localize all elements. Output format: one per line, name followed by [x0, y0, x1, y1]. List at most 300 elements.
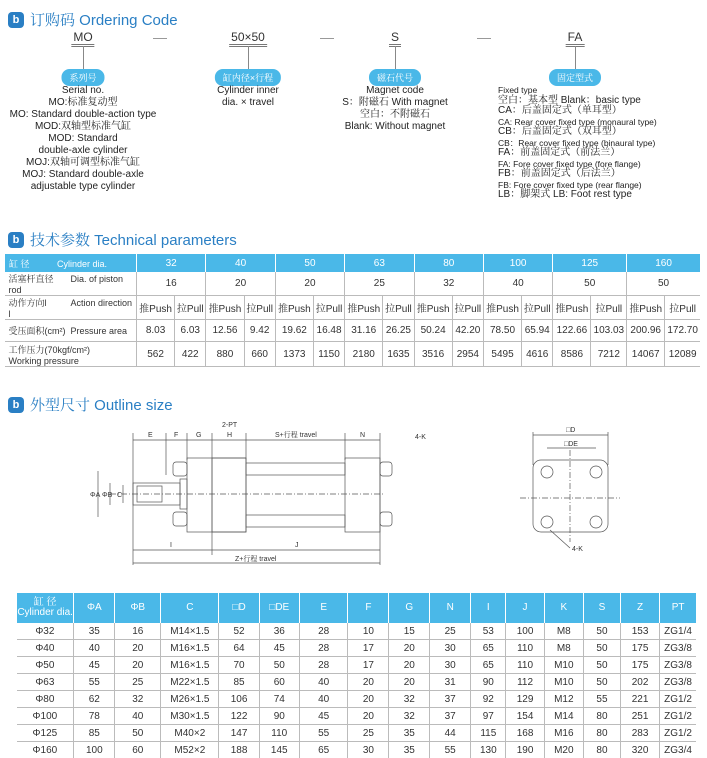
pressure-cell: 4616	[522, 342, 553, 367]
row-label: 活塞杆直径 Dia. of piston rod	[5, 272, 137, 296]
pressure-cell: 562	[137, 342, 175, 367]
fixed-type-description	[498, 85, 657, 201]
rod-dia-cell: 20	[275, 272, 344, 296]
table-cell: 130	[471, 742, 506, 758]
table-cell: 20	[389, 674, 430, 691]
table-cell: ZG3/8	[660, 657, 696, 674]
table-cell: 100	[506, 623, 544, 640]
table-cell: 64	[219, 640, 259, 657]
column-header: E	[299, 593, 348, 623]
table-cell: 20	[348, 691, 389, 708]
rod-dia-cell: 20	[206, 272, 275, 296]
table-cell: 60	[259, 674, 299, 691]
table-cell: ZG1/4	[660, 623, 696, 640]
table-cell: 147	[219, 725, 259, 742]
table-cell: 35	[389, 742, 430, 758]
badge-bore-travel: 缸内径×行程	[215, 69, 281, 86]
section-bullet-icon: b	[8, 232, 24, 248]
badge-magnet: 磁石代号	[369, 69, 421, 86]
table-cell: 202	[620, 674, 659, 691]
pressure-cell: 1373	[275, 342, 313, 367]
area-cell: 172.70	[665, 320, 700, 342]
table-cell: Φ160	[17, 742, 74, 758]
pull-cell: 拉Pull	[522, 296, 553, 320]
table-cell: 74	[259, 691, 299, 708]
table-cell: 106	[219, 691, 259, 708]
table-cell: 20	[348, 708, 389, 725]
table-cell: 45	[299, 708, 348, 725]
label-4-K: 4-K	[415, 434, 426, 441]
table-cell: M12	[544, 691, 583, 708]
table-row	[5, 272, 701, 296]
description-line: Serial no.	[61, 85, 105, 96]
table-cell: 44	[430, 725, 471, 742]
table-cell: 221	[620, 691, 659, 708]
table-cell: 110	[259, 725, 299, 742]
technical-parameters-table	[4, 254, 700, 367]
separator-dash	[320, 38, 334, 39]
rod-dia-cell: 50	[553, 272, 627, 296]
push-cell: 推Push	[627, 296, 665, 320]
rod-dia-cell: 32	[414, 272, 483, 296]
table-cell: 50	[115, 725, 161, 742]
table-cell: 50	[583, 674, 620, 691]
table-cell: 50	[583, 623, 620, 640]
table-cell: 52	[219, 623, 259, 640]
table-cell: 28	[299, 640, 348, 657]
table-cell: M8	[544, 640, 583, 657]
table-cell: ZG1/2	[660, 708, 696, 725]
table-cell: 145	[259, 742, 299, 758]
table-cell: 16	[115, 623, 161, 640]
table-cell: 80	[583, 742, 620, 758]
table-cell: 36	[259, 623, 299, 640]
table-cell: 50	[259, 657, 299, 674]
connector-line	[248, 46, 249, 70]
pressure-cell: 660	[244, 342, 275, 367]
bore-header: 32	[137, 254, 206, 272]
rod-dia-cell: 50	[627, 272, 700, 296]
description-line: CA: Rear cover fixed type (monaural type)	[498, 116, 657, 127]
outline-end-drawing	[510, 420, 640, 560]
table-cell: 15	[389, 623, 430, 640]
description-line: Cylinder inner	[217, 85, 279, 96]
section-title: 订购码 Ordering Code	[30, 12, 178, 29]
table-cell: 37	[430, 691, 471, 708]
description-line: MOD:双轴型标准气缸	[34, 121, 132, 132]
pull-cell: 拉Pull	[244, 296, 275, 320]
description-line: MO: Standard double-action type	[9, 109, 157, 120]
label-C: C	[117, 492, 123, 499]
table-cell: Φ40	[17, 640, 74, 657]
section-title: 外型尺寸 Outline size	[30, 397, 173, 414]
area-cell: 122.66	[553, 320, 591, 342]
description-line: dia. × travel	[222, 97, 274, 108]
description-line: MO:标准复动型	[48, 97, 118, 108]
table-cell: 115	[471, 725, 506, 742]
label-S-travel: S+行程 travel	[275, 432, 317, 439]
badge-fixed: 固定型式	[549, 69, 601, 86]
area-cell: 200.96	[627, 320, 665, 342]
table-cell: 30	[348, 742, 389, 758]
table-cell: M16×1.5	[161, 657, 219, 674]
description-line: CB：Rear cover fixed type (binaural type)	[498, 137, 656, 148]
table-row	[17, 725, 697, 742]
label-Z-travel: Z+行程 travel	[235, 556, 277, 563]
pressure-cell: 2180	[345, 342, 383, 367]
description-line: adjustable type cylinder	[30, 181, 136, 192]
table-cell: M16×1.5	[161, 640, 219, 657]
section-technical	[8, 229, 237, 250]
description-line: FA：前盖固定式（前法兰）	[498, 147, 621, 158]
table-cell: 20	[348, 674, 389, 691]
table-row	[17, 708, 697, 725]
code-magnet: S	[389, 30, 401, 47]
table-cell: 31	[430, 674, 471, 691]
bore-description	[217, 85, 279, 109]
push-cell: 推Push	[206, 296, 244, 320]
table-cell: M10	[544, 674, 583, 691]
table-cell: 251	[620, 708, 659, 725]
table-cell: M10	[544, 657, 583, 674]
rod-dia-cell: 25	[345, 272, 414, 296]
area-cell: 31.16	[345, 320, 383, 342]
table-cell: 20	[115, 657, 161, 674]
label-N: N	[360, 432, 366, 439]
column-header: I	[471, 593, 506, 623]
bore-header: 63	[345, 254, 414, 272]
magnet-description	[342, 85, 448, 133]
table-cell: 28	[299, 657, 348, 674]
table-cell: 40	[74, 640, 115, 657]
column-header: C	[161, 593, 219, 623]
pressure-cell: 5495	[483, 342, 521, 367]
table-cell: M16	[544, 725, 583, 742]
row-label: 工作压力(70kgf/cm²) Working pressure	[5, 342, 137, 367]
column-header: Z	[620, 593, 659, 623]
table-cell: ZG3/8	[660, 640, 696, 657]
table-cell: 85	[74, 725, 115, 742]
label-E: E	[148, 432, 153, 439]
table-row	[5, 342, 701, 367]
table-cell: M14	[544, 708, 583, 725]
table-cell: 10	[348, 623, 389, 640]
connector-line	[395, 46, 396, 70]
section-ordering-code	[8, 9, 178, 30]
table-cell: 168	[506, 725, 544, 742]
pull-cell: 拉Pull	[175, 296, 206, 320]
column-header: □D	[219, 593, 259, 623]
label-DE: □DE	[564, 441, 578, 448]
area-cell: 50.24	[414, 320, 452, 342]
section-outline	[8, 394, 173, 415]
bore-header: 100	[483, 254, 552, 272]
bore-header: 160	[627, 254, 700, 272]
table-cell: 20	[115, 640, 161, 657]
label-2-PT: 2-PT	[222, 422, 238, 429]
bore-header: 40	[206, 254, 275, 272]
area-cell: 103.03	[591, 320, 627, 342]
pressure-cell: 7212	[591, 342, 627, 367]
area-cell: 16.48	[313, 320, 344, 342]
table-cell: 40	[299, 674, 348, 691]
table-row	[5, 254, 701, 272]
description-line: MOD: Standard	[48, 133, 118, 144]
table-cell: Φ125	[17, 725, 74, 742]
table-cell: 17	[348, 657, 389, 674]
label-I: I	[170, 542, 172, 549]
table-cell: 65	[299, 742, 348, 758]
table-cell: 55	[430, 742, 471, 758]
table-cell: 35	[74, 623, 115, 640]
table-cell: 153	[620, 623, 659, 640]
row-label: 缸 径 Cylinder dia.	[5, 254, 137, 272]
badge-series: 系列号	[61, 69, 104, 86]
section-bullet-icon: b	[8, 12, 24, 28]
pressure-cell: 1150	[313, 342, 344, 367]
pull-cell: 拉Pull	[452, 296, 483, 320]
column-header: ΦA	[74, 593, 115, 623]
table-cell: 85	[219, 674, 259, 691]
pressure-cell: 8586	[553, 342, 591, 367]
table-cell: M20	[544, 742, 583, 758]
table-cell: 65	[471, 640, 506, 657]
pull-cell: 拉Pull	[313, 296, 344, 320]
section-title: 技术参数 Technical parameters	[30, 232, 237, 249]
table-cell: 110	[506, 640, 544, 657]
label-D: □D	[566, 427, 576, 434]
bore-header: 80	[414, 254, 483, 272]
table-row	[17, 674, 697, 691]
label-F: F	[174, 432, 179, 439]
table-cell: 17	[348, 640, 389, 657]
table-row	[17, 691, 697, 708]
label-J: J	[295, 542, 299, 549]
table-cell: 110	[506, 657, 544, 674]
table-cell: 37	[430, 708, 471, 725]
table-cell: 283	[620, 725, 659, 742]
area-cell: 9.42	[244, 320, 275, 342]
area-cell: 78.50	[483, 320, 521, 342]
table-row	[17, 742, 697, 758]
table-cell: ZG1/2	[660, 691, 696, 708]
description-line: MOJ: Standard double-axle	[22, 169, 144, 180]
area-cell: 8.03	[137, 320, 175, 342]
table-cell: M8	[544, 623, 583, 640]
table-cell: Φ50	[17, 657, 74, 674]
pressure-cell: 880	[206, 342, 244, 367]
label-4-K: 4-K	[572, 546, 583, 553]
area-cell: 65.94	[522, 320, 553, 342]
table-cell: 112	[506, 674, 544, 691]
table-cell: 188	[219, 742, 259, 758]
pressure-cell: 1635	[383, 342, 414, 367]
column-header: PT	[660, 593, 696, 623]
column-header: 缸 径 Cylinder dia.	[17, 593, 74, 623]
table-cell: 40	[299, 691, 348, 708]
table-cell: 175	[620, 640, 659, 657]
label-phi-B: ΦB	[102, 492, 113, 499]
description-line: LB：脚架式 LB: Foot rest type	[498, 189, 632, 200]
column-header: □DE	[259, 593, 299, 623]
outline-dimensions-table	[16, 593, 696, 758]
table-cell: M30×1.5	[161, 708, 219, 725]
table-cell: 20	[389, 640, 430, 657]
column-header: K	[544, 593, 583, 623]
table-cell: 80	[583, 725, 620, 742]
table-cell: 55	[74, 674, 115, 691]
table-row	[5, 296, 701, 320]
table-cell: 78	[74, 708, 115, 725]
label-phi-A: ΦA	[90, 492, 101, 499]
push-cell: 推Push	[414, 296, 452, 320]
column-header: N	[430, 593, 471, 623]
description-line: S：附磁石 With magnet	[342, 97, 448, 108]
table-cell: ZG1/2	[660, 725, 696, 742]
table-header-row	[17, 593, 697, 623]
row-label: 动作方向l Action direction l	[5, 296, 137, 320]
pressure-cell: 2954	[452, 342, 483, 367]
table-cell: M52×2	[161, 742, 219, 758]
description-line: MOJ:双轴可调型标准气缸	[26, 157, 140, 168]
pressure-cell: 422	[175, 342, 206, 367]
table-cell: Φ32	[17, 623, 74, 640]
push-cell: 推Push	[345, 296, 383, 320]
table-cell: 190	[506, 742, 544, 758]
connector-line	[575, 46, 576, 70]
row-label: 受压面积(cm²) Pressure area	[5, 320, 137, 342]
table-cell: 25	[430, 623, 471, 640]
column-header: F	[348, 593, 389, 623]
column-header: J	[506, 593, 544, 623]
table-cell: 122	[219, 708, 259, 725]
table-cell: Φ80	[17, 691, 74, 708]
description-line: FA: Fore cover fixed type (fore flange)	[498, 158, 641, 169]
pull-cell: 拉Pull	[383, 296, 414, 320]
area-cell: 6.03	[175, 320, 206, 342]
table-cell: 92	[471, 691, 506, 708]
table-cell: ZG3/4	[660, 742, 696, 758]
rod-dia-cell: 40	[483, 272, 552, 296]
table-cell: 30	[430, 657, 471, 674]
label-G: G	[196, 432, 202, 439]
description-line: FB：前盖固定式（后法兰）	[498, 168, 621, 179]
table-cell: 154	[506, 708, 544, 725]
code-series: MO	[71, 30, 94, 47]
description-line: CB：后盖固定式（双耳型）	[498, 126, 622, 137]
table-cell: Φ63	[17, 674, 74, 691]
push-cell: 推Push	[483, 296, 521, 320]
area-cell: 19.62	[275, 320, 313, 342]
table-cell: 32	[115, 691, 161, 708]
table-cell: M26×1.5	[161, 691, 219, 708]
area-cell: 42.20	[452, 320, 483, 342]
code-bore-travel: 50×50	[229, 30, 267, 47]
table-cell: M14×1.5	[161, 623, 219, 640]
description-line: FB: Fore cover fixed type (rear flange)	[498, 179, 642, 190]
table-cell: 30	[430, 640, 471, 657]
table-cell: 320	[620, 742, 659, 758]
outline-side-drawing	[90, 415, 450, 575]
table-cell: 90	[259, 708, 299, 725]
description-line: double-axle cylinder	[38, 145, 128, 156]
table-cell: 25	[348, 725, 389, 742]
label-H: H	[227, 432, 233, 439]
serial-description	[10, 85, 157, 193]
table-cell: 55	[583, 691, 620, 708]
table-row	[17, 623, 697, 640]
pull-cell: 拉Pull	[665, 296, 700, 320]
table-cell: 90	[471, 674, 506, 691]
table-cell: 97	[471, 708, 506, 725]
table-row	[17, 657, 697, 674]
column-header: ΦB	[115, 593, 161, 623]
table-cell: 35	[389, 725, 430, 742]
table-cell: M22×1.5	[161, 674, 219, 691]
table-cell: M40×2	[161, 725, 219, 742]
area-cell: 26.25	[383, 320, 414, 342]
pressure-cell: 12089	[665, 342, 700, 367]
push-cell: 推Push	[553, 296, 591, 320]
area-cell: 12.56	[206, 320, 244, 342]
table-cell: 70	[219, 657, 259, 674]
table-cell: 20	[389, 657, 430, 674]
pull-cell: 拉Pull	[591, 296, 627, 320]
table-cell: 65	[471, 657, 506, 674]
table-cell: 50	[583, 640, 620, 657]
column-header: G	[389, 593, 430, 623]
connector-line	[83, 46, 84, 70]
table-row	[17, 640, 697, 657]
pressure-cell: 14067	[627, 342, 665, 367]
description-line: Blank: Without magnet	[344, 121, 446, 132]
table-cell: 175	[620, 657, 659, 674]
table-cell: 60	[115, 742, 161, 758]
description-line: 空白：基本型 Blank：basic type	[498, 94, 641, 106]
column-header: S	[583, 593, 620, 623]
push-cell: 推Push	[275, 296, 313, 320]
table-cell: 32	[389, 708, 430, 725]
table-cell: 40	[115, 708, 161, 725]
description-line: Fixed type	[498, 85, 538, 95]
section-bullet-icon: b	[8, 397, 24, 413]
bore-header: 50	[275, 254, 344, 272]
table-cell: 45	[259, 640, 299, 657]
table-cell: 25	[115, 674, 161, 691]
dimension-lines	[98, 433, 380, 565]
bore-header: 125	[553, 254, 627, 272]
table-cell: 62	[74, 691, 115, 708]
rod-dia-cell: 16	[137, 272, 206, 296]
table-cell: 100	[74, 742, 115, 758]
table-cell: 28	[299, 623, 348, 640]
push-cell: 推Push	[137, 296, 175, 320]
table-cell: 50	[583, 657, 620, 674]
pressure-cell: 3516	[414, 342, 452, 367]
description-line: Magnet code	[366, 85, 424, 96]
table-cell: 129	[506, 691, 544, 708]
table-cell: 45	[74, 657, 115, 674]
code-fixed: FA	[566, 30, 585, 47]
table-cell: 53	[471, 623, 506, 640]
separator-dash	[477, 38, 491, 39]
table-cell: 55	[299, 725, 348, 742]
table-cell: 32	[389, 691, 430, 708]
table-cell: 80	[583, 708, 620, 725]
description-line: CA：后盖固定式（单耳型）	[498, 105, 622, 116]
table-row	[5, 320, 701, 342]
table-cell: ZG3/8	[660, 674, 696, 691]
